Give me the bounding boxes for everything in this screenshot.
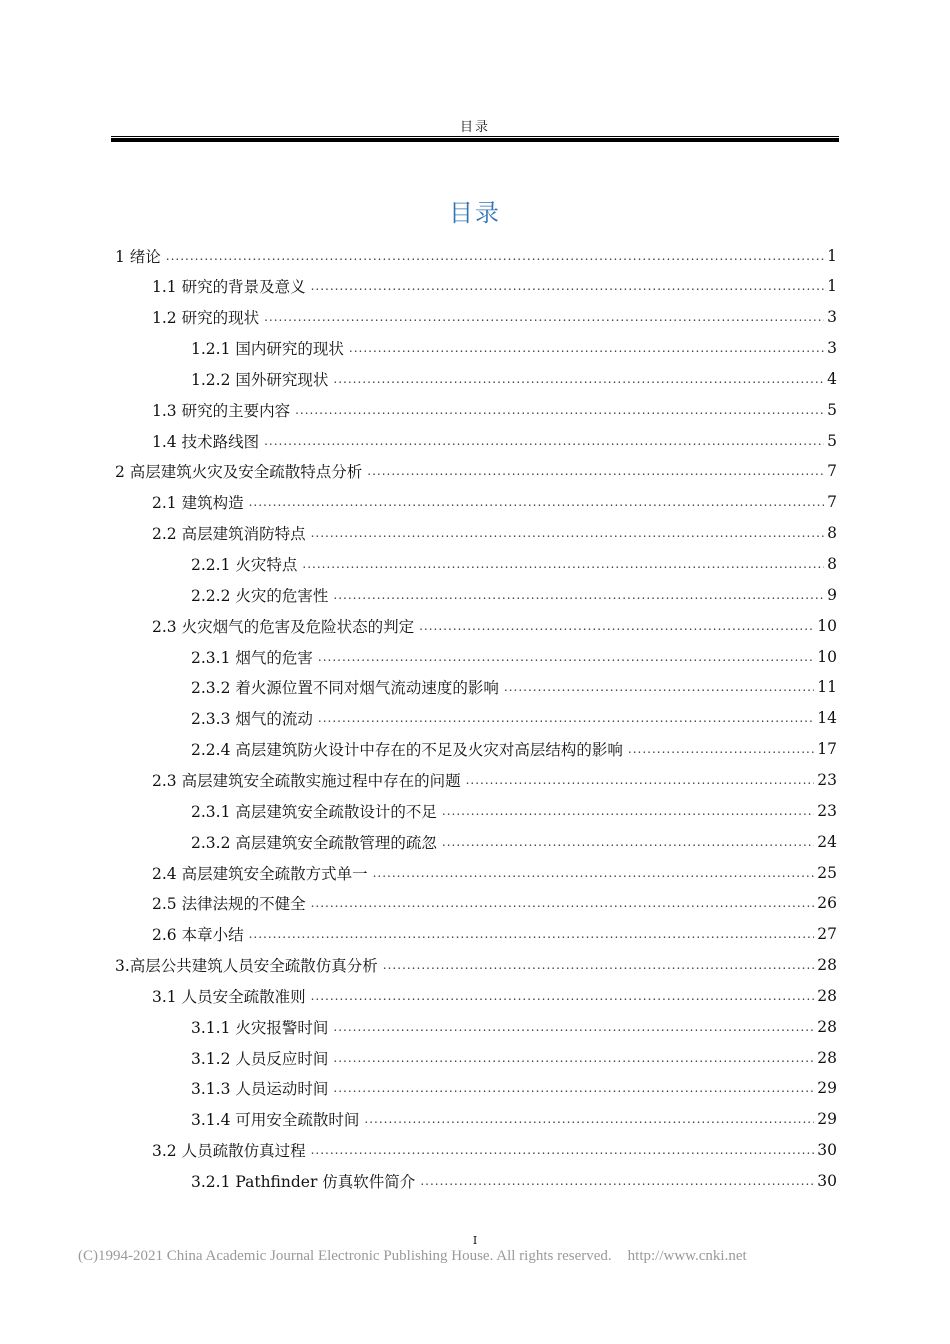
toc-dot-leader <box>333 1051 814 1065</box>
toc-entry-page: 27 <box>817 925 837 944</box>
toc-entry-page: 5 <box>827 431 837 450</box>
toc-dot-leader <box>383 958 814 972</box>
toc-entry-label: 2.3 高层建筑安全疏散实施过程中存在的问题 <box>152 771 461 790</box>
toc-entry-page: 29 <box>817 1079 837 1098</box>
toc-entry-label: 3.1.3 人员运动时间 <box>191 1080 329 1099</box>
toc-entry-label: 3.1.4 可用安全疏散时间 <box>191 1111 360 1130</box>
toc-entry-page: 24 <box>817 832 837 851</box>
toc-entry[interactable] <box>152 980 837 1011</box>
toc-entry-page: 30 <box>817 1172 837 1190</box>
toc-entry[interactable] <box>115 456 837 487</box>
toc-entry-label: 3.1.2 人员反应时间 <box>191 1049 329 1068</box>
toc-entry-label: 1.2.1 国内研究的现状 <box>191 340 344 359</box>
toc-entry[interactable] <box>152 394 837 425</box>
toc-dot-leader <box>628 742 814 756</box>
toc-entry[interactable] <box>152 919 837 950</box>
toc-entry-label: 1.2.2 国外研究现状 <box>191 370 329 389</box>
toc-entry[interactable] <box>152 487 837 518</box>
toc-entry[interactable] <box>191 579 837 610</box>
toc-dot-leader <box>504 680 814 694</box>
toc-entry-label: 2.6 本章小结 <box>152 926 244 945</box>
toc-entry[interactable] <box>152 271 837 302</box>
copyright-footer <box>78 1248 878 1265</box>
toc-entry-label: 2 高层建筑火灾及安全疏散特点分析 <box>115 463 363 482</box>
toc-entry-page: 28 <box>817 1017 837 1036</box>
toc-entry-page: 30 <box>817 1141 837 1160</box>
toc-entry-page: 5 <box>827 400 837 419</box>
toc-entry-page: 10 <box>817 616 837 635</box>
toc-entry[interactable] <box>152 888 837 919</box>
toc-entry-page: 28 <box>817 986 837 1005</box>
toc-dot-leader <box>311 526 825 540</box>
toc-entry-label: 2.5 法律法规的不健全 <box>152 895 306 914</box>
toc-entry-page: 14 <box>817 709 837 728</box>
toc-entry[interactable] <box>152 857 837 888</box>
toc-dot-leader <box>311 279 825 293</box>
footer-url[interactable]: http://www.cnki.net <box>627 1248 747 1264</box>
toc-dot-leader <box>318 711 814 725</box>
toc-dot-leader <box>333 1081 814 1095</box>
toc-entry-label: 3.高层公共建筑人员安全疏散仿真分析 <box>115 957 378 976</box>
toc-entry-page: 8 <box>827 555 837 573</box>
toc-entry-label: 2.3.3 烟气的流动 <box>191 710 313 729</box>
toc-entry-label: 2.2 高层建筑消防特点 <box>152 525 306 544</box>
toc-entry[interactable] <box>191 1166 837 1197</box>
toc-dot-leader <box>466 773 815 787</box>
toc-entry-label: 2.3.2 高层建筑安全疏散管理的疏忽 <box>191 833 437 852</box>
toc-entry-label: 1.1 研究的背景及意义 <box>152 278 306 297</box>
toc-dot-leader <box>311 1143 815 1157</box>
toc-dot-leader <box>420 1174 814 1188</box>
toc-entry[interactable] <box>191 1104 837 1135</box>
toc-entry-page: 9 <box>827 585 837 604</box>
toc-entry-page: 28 <box>817 956 837 975</box>
toc-entry-page: 10 <box>817 647 837 666</box>
toc-entry[interactable] <box>191 363 837 394</box>
toc-entry-page: 7 <box>827 462 837 481</box>
toc-entry-label: 2.3.1 高层建筑安全疏散设计的不足 <box>191 802 437 821</box>
toc-entry-label: 2.1 建筑构造 <box>152 494 244 513</box>
toc-entry[interactable] <box>191 641 837 672</box>
toc-dot-leader <box>166 249 824 263</box>
toc-dot-leader <box>333 588 824 602</box>
toc-dot-leader <box>264 434 824 448</box>
toc-dot-leader <box>419 619 814 633</box>
toc-dot-leader <box>318 650 814 664</box>
toc-dot-leader <box>302 557 824 571</box>
toc-entry-page: 25 <box>817 863 837 882</box>
toc-entry[interactable] <box>191 1042 837 1073</box>
toc-dot-leader <box>295 403 824 417</box>
header-rule-thin <box>111 136 839 137</box>
toc-entry[interactable] <box>191 795 837 826</box>
toc-entry-page: 17 <box>817 740 837 759</box>
toc-dot-leader <box>333 372 824 386</box>
toc-dot-leader <box>442 804 814 818</box>
toc-dot-leader <box>249 927 815 941</box>
toc-entry[interactable] <box>152 1135 837 1166</box>
toc-entry[interactable] <box>152 302 837 333</box>
toc-entry[interactable] <box>191 1011 837 1042</box>
toc-entry-page: 11 <box>817 678 837 697</box>
toc-entry-page: 1 <box>827 246 837 265</box>
toc-dot-leader <box>349 341 824 355</box>
toc-entry-label: 2.2.1 火灾特点 <box>191 556 298 574</box>
toc-dot-leader <box>311 896 815 910</box>
toc-entry[interactable] <box>115 240 837 271</box>
toc-entry-label: 1.4 技术路线图 <box>152 432 260 451</box>
toc-entry[interactable] <box>191 826 837 857</box>
toc-entry-label: 3.1.1 火灾报警时间 <box>191 1018 329 1037</box>
toc-entry-label: 2.2.2 火灾的危害性 <box>191 586 329 605</box>
toc-entry[interactable] <box>191 333 837 364</box>
toc-entry-label: 1 绪论 <box>115 247 161 266</box>
toc-dot-leader <box>367 464 824 478</box>
toc-dot-leader <box>333 1020 814 1034</box>
toc-entry[interactable] <box>191 549 837 580</box>
toc-entry-page: 29 <box>817 1110 837 1129</box>
toc-entry-page: 23 <box>817 770 837 789</box>
toc-entry[interactable] <box>191 703 837 734</box>
toc-entry[interactable] <box>152 764 837 795</box>
toc-entry-page: 7 <box>827 493 837 512</box>
copyright-text: (C)1994-2021 China Academic Journal Electronic Publishing House. All rights reserved. <box>78 1248 612 1264</box>
toc-entry[interactable] <box>191 672 837 703</box>
toc-dot-leader <box>264 310 824 324</box>
toc-entry-label: 3.2.1 Pathfinder 仿真软件简介 <box>191 1173 416 1191</box>
toc-entry[interactable] <box>191 734 837 765</box>
toc-entry-page: 1 <box>827 277 837 296</box>
toc-entry-label: 1.3 研究的主要内容 <box>152 401 291 420</box>
toc-dot-leader <box>373 866 815 880</box>
toc-entry-page: 8 <box>827 524 837 543</box>
toc-entry-label: 2.3.1 烟气的危害 <box>191 648 313 667</box>
toc-entry[interactable] <box>115 950 837 981</box>
toc-entry-page: 4 <box>827 369 837 388</box>
toc-entry-label: 3.2 人员疏散仿真过程 <box>152 1142 306 1161</box>
toc-entry-page: 23 <box>817 801 837 820</box>
toc-dot-leader <box>249 495 825 509</box>
toc-entry[interactable] <box>152 518 837 549</box>
toc-entry[interactable] <box>191 1073 837 1104</box>
toc-entry-label: 3.1 人员安全疏散准则 <box>152 987 306 1006</box>
toc-entry[interactable] <box>152 610 837 641</box>
toc-dot-leader <box>442 835 814 849</box>
toc-entry-label: 2.3.2 着火源位置不同对烟气流动速度的影响 <box>191 679 499 698</box>
running-header: 目录 <box>459 120 490 135</box>
toc-entry-label: 2.2.4 高层建筑防火设计中存在的不足及火灾对高层结构的影响 <box>191 741 623 760</box>
toc-entry-label: 2.3 火灾烟气的危害及危险状态的判定 <box>152 617 415 636</box>
toc-dot-leader <box>311 989 815 1003</box>
toc-entry-page: 3 <box>827 339 837 358</box>
toc-entry-label: 2.4 高层建筑安全疏散方式单一 <box>152 864 368 883</box>
toc-dot-leader <box>364 1112 814 1126</box>
toc-entry-page: 28 <box>817 1048 837 1067</box>
header-rule-thick <box>111 138 839 142</box>
toc-entry-label: 1.2 研究的现状 <box>152 309 260 328</box>
toc-entry-page: 26 <box>817 894 837 913</box>
page-number: I <box>472 1234 478 1247</box>
toc-entry-page: 3 <box>827 308 837 327</box>
toc-entry[interactable] <box>152 425 837 456</box>
page-title: 目录 <box>449 199 501 227</box>
